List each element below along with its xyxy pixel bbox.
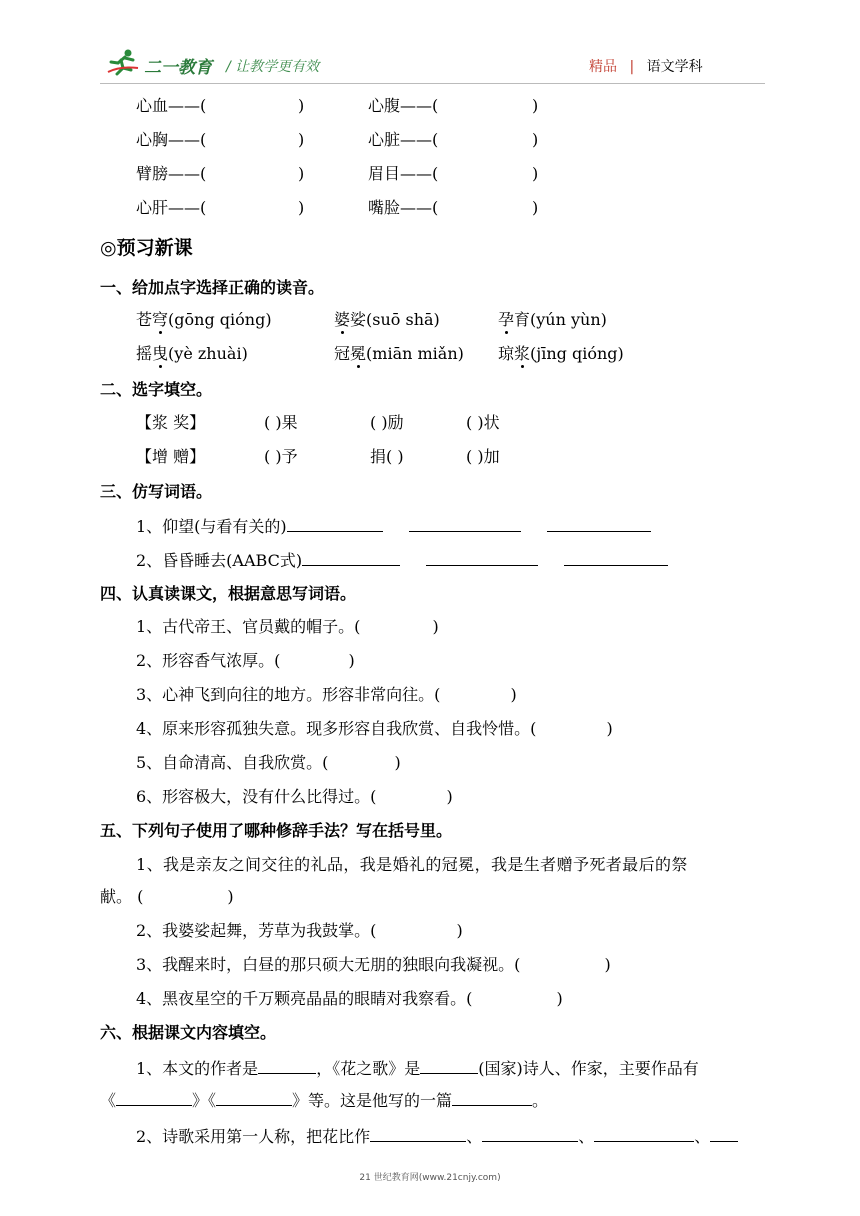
q2-blank-2b: 捐( ) <box>370 447 404 466</box>
q5-item-1-line1: 1、我是亲友之间交往的礼品，我是婚礼的冠冕，我是生者赠予死者最后的祭 <box>136 855 688 874</box>
word-left-3: 臂膀——( ) <box>136 164 305 183</box>
quality-label: 精品 <box>589 59 617 75</box>
q1-item-5: 冠冕(miān miǎn) <box>334 344 464 363</box>
brand-slogan: / 让教学更有效 <box>226 59 320 75</box>
q4-item-1: 1、古代帝王、官员戴的帽子。( ) <box>136 617 439 636</box>
header-separator: | <box>629 59 635 75</box>
q4-item-2: 2、形容香气浓厚。( ) <box>136 651 355 670</box>
q5-item-4: 4、黑夜星空的千万颗亮晶晶的眼睛对我察看。( ) <box>136 989 563 1008</box>
q6-line-2: 《 》《 》等。这是他写的一篇 。 <box>100 1091 549 1110</box>
word-left-4: 心肝——( ) <box>136 198 305 217</box>
word-right-4: 嘴脸——( ) <box>368 198 539 217</box>
q1-item-2: 婆娑(suō shā) <box>334 310 440 329</box>
q3-title: 三、仿写词语。 <box>100 482 213 501</box>
brand-name: 二一教育 <box>144 58 212 78</box>
word-right-1: 心腹——( ) <box>368 96 539 115</box>
q2-blank-2c: ( )加 <box>466 447 500 466</box>
q4-item-4: 4、原来形容孤独失意。现多形容自我欣赏、自我怜惜。( ) <box>136 719 613 738</box>
q3-item-2: 2、昏昏睡去(AABC式) <box>136 549 668 571</box>
q2-group-2: 【增 赠】 <box>136 447 206 466</box>
q4-item-6: 6、形容极大，没有什么比得过。( ) <box>136 787 453 806</box>
q2-title: 二、选字填空。 <box>100 380 213 399</box>
q1-item-4: 摇曳(yè zhuài) <box>136 344 248 363</box>
q4-item-5: 5、自命清高、自我欣赏。( ) <box>136 753 401 772</box>
q2-blank-2a: ( )予 <box>264 447 298 466</box>
running-man-logo-icon <box>106 48 140 76</box>
q1-item-6: 琼浆(jīng qióng) <box>498 344 624 363</box>
q5-item-2: 2、我婆娑起舞，芳草为我鼓掌。( ) <box>136 921 463 940</box>
page-footer: 21 世纪教育网(www.21cnjy.com) <box>359 1173 501 1183</box>
q3-item-1: 1、仰望(与看有关的) <box>136 515 651 537</box>
word-right-2: 心脏——( ) <box>368 130 539 149</box>
q4-title: 四、认真读课文，根据意思写词语。 <box>100 584 357 603</box>
section-title: ◎预习新课 <box>100 237 193 259</box>
word-left-2: 心胸——( ) <box>136 130 305 149</box>
q1-item-1: 苍穹(gōng qióng) <box>136 310 272 329</box>
q6-title: 六、根据课文内容填空。 <box>100 1023 277 1042</box>
header-divider <box>100 83 765 84</box>
header-tags <box>589 56 703 76</box>
q2-group-1: 【浆 奖】 <box>136 413 206 432</box>
word-left-1: 心血——( ) <box>136 96 305 115</box>
q2-blank-1c: ( )状 <box>466 413 500 432</box>
word-right-3: 眉目——( ) <box>368 164 539 183</box>
q4-item-3: 3、心神飞到向往的地方。形容非常向往。( ) <box>136 685 517 704</box>
q1-title: 一、给加点字选择正确的读音。 <box>100 278 325 297</box>
q1-item-3: 孕育(yún yùn) <box>498 310 607 329</box>
subject-label: 语文学科 <box>646 59 703 75</box>
q2-blank-1b: ( )励 <box>370 413 404 432</box>
q6-line-1: 1、本文的作者是 ，《花之歌》是 (国家)诗人、作家，主要作品有 <box>136 1059 699 1078</box>
q5-item-1-line2: 献。 ( ) <box>100 887 234 906</box>
q5-title: 五、下列句子使用了哪种修辞手法？写在括号里。 <box>100 821 453 840</box>
q2-blank-1a: ( )果 <box>264 413 298 432</box>
q6-line-3: 2、诗歌采用第一人称，把花比作 、 、 、 <box>136 1125 738 1147</box>
q5-item-3: 3、我醒来时，白昼的那只硕大无朋的独眼向我凝视。( ) <box>136 955 611 974</box>
